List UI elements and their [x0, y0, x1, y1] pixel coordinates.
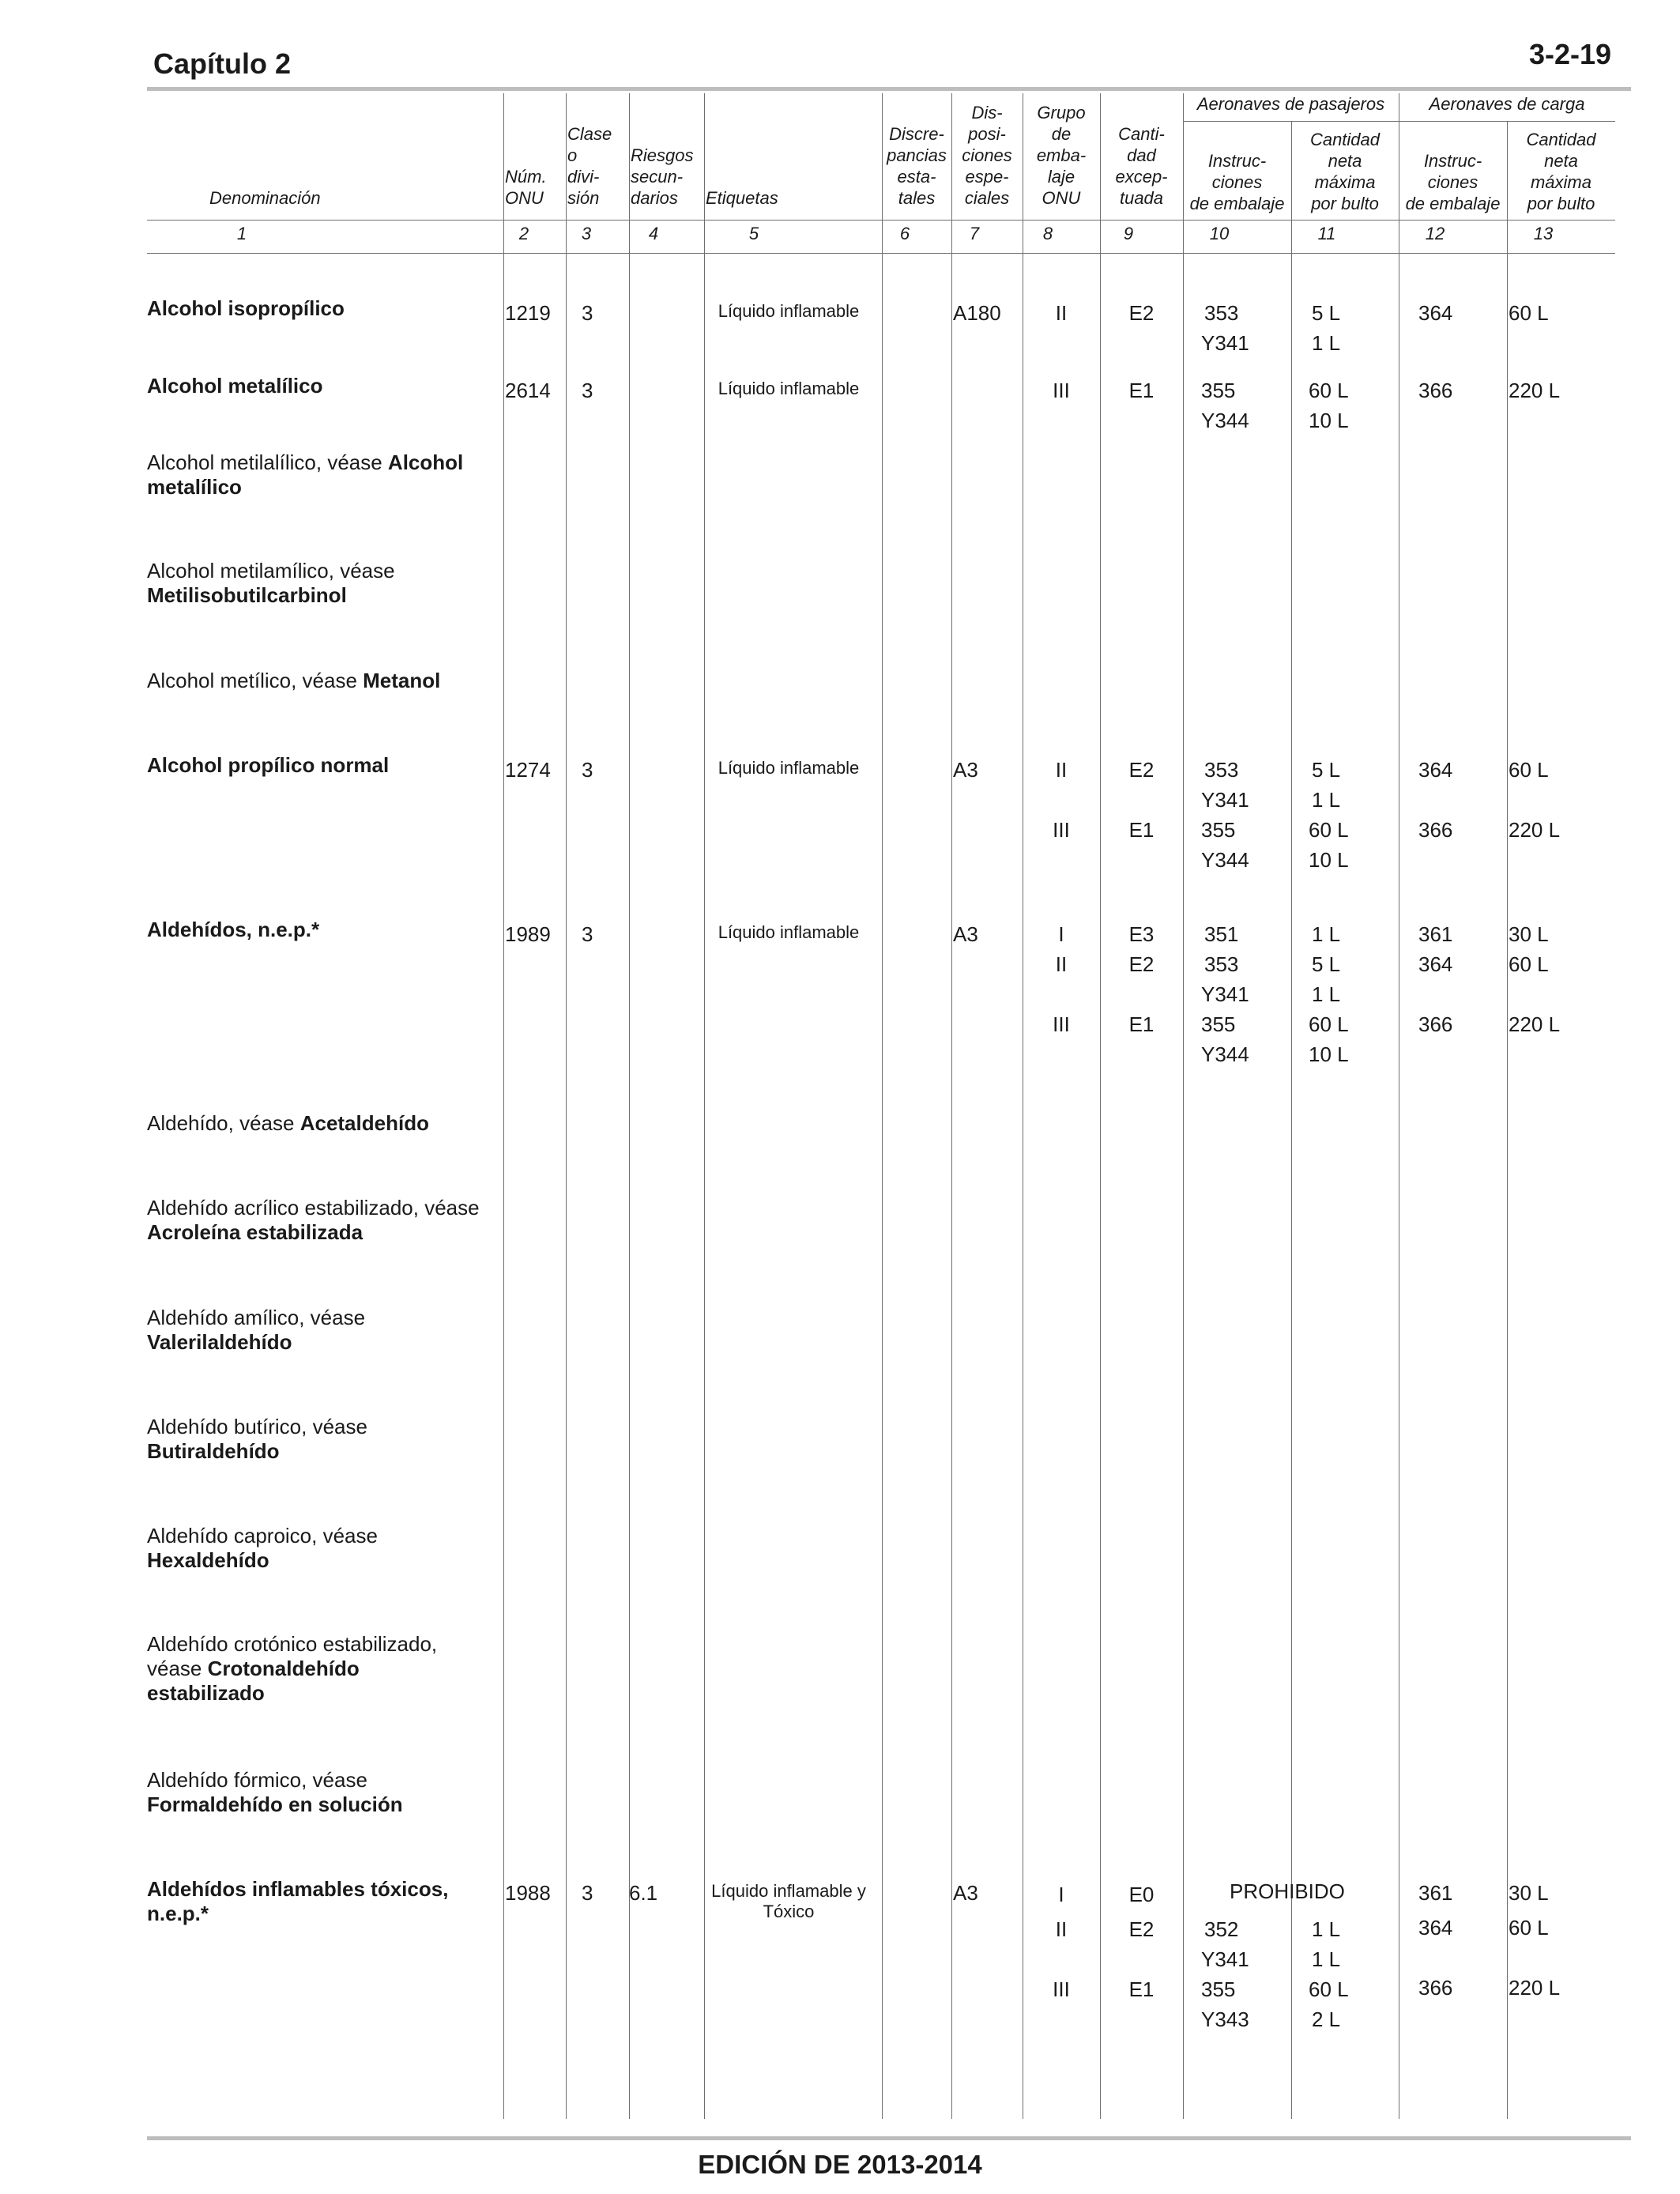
- col-header-discrepancias: Discre- pancias esta- tales: [887, 124, 947, 208]
- cargo-packing-instruction: 366: [1418, 379, 1453, 402]
- pax-packing-instruction: 353 Y341: [1201, 301, 1249, 355]
- cargo-packing-instruction: 364: [1418, 301, 1453, 325]
- packing-group: I II III: [1053, 1883, 1070, 2001]
- col-header-clase: Clase o divi- sión: [567, 124, 612, 208]
- col-number: 10: [1209, 224, 1230, 243]
- col-header-etiquetas: Etiquetas: [706, 188, 778, 208]
- col-number: 6: [899, 224, 910, 243]
- prohibited-notice: PROHIBIDO: [1230, 1879, 1345, 1903]
- col-header-disposiciones: Dis- posi- ciones espe- ciales: [962, 103, 1012, 208]
- hazard-label: Líquido inflamable y Tóxico: [711, 1881, 866, 1921]
- pax-max-quantity: 1 L 1 L 60 L 2 L: [1309, 1917, 1349, 2031]
- col-divider: [566, 93, 567, 2119]
- cargo-max-quantity: 60 L: [1509, 301, 1549, 325]
- col-divider: [1183, 93, 1184, 2119]
- cross-reference: Aldehído butírico, véase Butiraldehído: [147, 1415, 367, 1463]
- un-number: 1219: [505, 301, 551, 325]
- col-header-grupo: Grupo de emba- laje ONU: [1036, 103, 1087, 208]
- excepted-quantity: E2 E1: [1128, 758, 1155, 842]
- class-division: 3: [582, 1881, 593, 1905]
- bottom-rule: [147, 2136, 1631, 2140]
- cargo-max-quantity: 30 L 60 L 220 L: [1509, 1881, 1561, 2000]
- entry-name: Alcohol metalílico: [147, 374, 323, 398]
- subsidiary-risk: 6.1: [629, 1881, 658, 1905]
- col-number: 13: [1533, 224, 1554, 243]
- excepted-quantity: E2: [1128, 301, 1155, 325]
- special-provision: A3: [953, 1881, 978, 1905]
- pax-max-quantity: 5 L 1 L: [1312, 301, 1341, 355]
- special-provision: A3: [953, 758, 978, 782]
- cross-reference: Aldehído crotónico estabilizado, véase Crotonaldehído estabilizado: [147, 1632, 438, 1705]
- col-number: 5: [748, 224, 759, 243]
- excepted-quantity: E0 E2 E1: [1128, 1883, 1155, 2001]
- col-divider: [503, 93, 504, 2119]
- page-header: [0, 0, 1680, 95]
- cross-reference: Aldehído, véase Acetaldehído: [147, 1111, 429, 1135]
- packing-group: II III: [1053, 758, 1070, 842]
- special-provision: A180: [953, 301, 1001, 325]
- cross-reference: Aldehído fórmico, véase Formaldehído en solución: [147, 1768, 403, 1816]
- pax-max-quantity: 5 L 1 L 60 L 10 L: [1309, 758, 1349, 872]
- hazard-label: Líquido inflamable: [718, 758, 860, 778]
- col-number: 3: [581, 224, 592, 243]
- col-header-denominacion: Denominación: [209, 188, 321, 208]
- hazard-label: Líquido inflamable: [718, 379, 860, 398]
- hazard-label: Líquido inflamable: [718, 922, 860, 942]
- col-number: 7: [969, 224, 980, 243]
- pax-packing-instruction: 351 353 Y341 355 Y344: [1201, 922, 1249, 1066]
- edition-footer: EDICIÓN DE 2013-2014: [698, 2150, 982, 2179]
- entry-name: Aldehídos, n.e.p.*: [147, 918, 320, 941]
- cross-reference: Alcohol metílico, véase Metanol: [147, 669, 441, 692]
- col-header-pax-cantidad: Cantidad neta máxima por bulto: [1309, 130, 1381, 213]
- col-number: 1: [236, 224, 247, 243]
- group-header-passenger: Aeronaves de pasajeros: [1196, 94, 1385, 114]
- header-bottom-line: [147, 220, 1615, 221]
- hazard-label: Líquido inflamable: [718, 301, 860, 321]
- col-number: 11: [1317, 224, 1336, 243]
- cross-reference: Alcohol metilamílico, véase Metilisobutilcarbinol: [147, 559, 395, 607]
- packing-group: III: [1053, 379, 1070, 402]
- col-header-cargo-cantidad: Cantidad neta máxima por bulto: [1526, 130, 1596, 213]
- entry-name: Alcohol isopropílico: [147, 296, 345, 320]
- col-number: 12: [1425, 224, 1445, 243]
- col-number: 8: [1042, 224, 1053, 243]
- cross-reference: Alcohol metilalílico, véase Alcohol metalílico: [147, 450, 464, 499]
- col-divider: [882, 93, 883, 2119]
- col-header-cantidad-exceptuada: Canti- dad excep- tuada: [1115, 124, 1168, 208]
- class-division: 3: [582, 379, 593, 402]
- col-divider: [629, 93, 630, 2119]
- page-number: 3-2-19: [1529, 38, 1612, 70]
- col-number: 9: [1123, 224, 1134, 243]
- un-number: 1989: [505, 922, 551, 946]
- excepted-quantity: E3 E2 E1: [1128, 922, 1155, 1036]
- class-division: 3: [582, 922, 593, 946]
- chapter-title: Capítulo 2: [153, 47, 292, 80]
- pax-packing-instruction: 355 Y344: [1201, 379, 1249, 432]
- col-header-riesgos: Riesgos secun- darios: [631, 145, 694, 208]
- pax-packing-instruction: 352 Y341 355 Y343: [1201, 1917, 1249, 2031]
- cross-reference: Aldehído amílico, véase Valerilaldehído: [147, 1306, 366, 1354]
- packing-group: II: [1055, 301, 1068, 325]
- colnum-bottom-line: [147, 253, 1615, 254]
- pax-packing-instruction: 353 Y341 355 Y344: [1201, 758, 1249, 872]
- cargo-packing-instruction: 361 364 366: [1418, 922, 1453, 1036]
- col-header-num-onu: Núm. ONU: [505, 167, 547, 208]
- un-number: 1988: [505, 1881, 551, 1905]
- pax-max-quantity: 60 L 10 L: [1309, 379, 1349, 432]
- cargo-packing-instruction: 364 366: [1418, 758, 1453, 842]
- entry-name: Aldehídos inflamables tóxicos, n.e.p.*: [147, 1877, 449, 1925]
- cross-reference: Aldehído caproico, véase Hexaldehído: [147, 1524, 378, 1572]
- cargo-packing-instruction: 361 364 366: [1418, 1881, 1453, 2000]
- col-header-cargo-instrucciones: Instruc- ciones de embalaje: [1405, 151, 1501, 213]
- special-provision: A3: [953, 922, 978, 946]
- col-header-pax-instrucciones: Instruc- ciones de embalaje: [1189, 151, 1285, 213]
- col-divider: [951, 93, 952, 2119]
- col-number: 4: [648, 224, 659, 243]
- excepted-quantity: E1: [1128, 379, 1155, 402]
- col-divider: [1291, 121, 1292, 2119]
- packing-group: I II III: [1053, 922, 1070, 1036]
- class-division: 3: [582, 301, 593, 325]
- un-number: 1274: [505, 758, 551, 782]
- col-number: 2: [518, 224, 529, 243]
- pax-max-quantity: 1 L 5 L 1 L 60 L 10 L: [1309, 922, 1349, 1066]
- cargo-max-quantity: 30 L 60 L 220 L: [1509, 922, 1561, 1036]
- class-division: 3: [582, 758, 593, 782]
- un-number: 2614: [505, 379, 551, 402]
- group-header-cargo: Aeronaves de carga: [1429, 94, 1585, 114]
- cargo-max-quantity: 60 L 220 L: [1509, 758, 1561, 842]
- top-rule: [147, 87, 1631, 91]
- cross-reference: Aldehído acrílico estabilizado, véase Acroleína estabilizada: [147, 1196, 480, 1244]
- entry-name: Alcohol propílico normal: [147, 753, 390, 777]
- col-divider: [1507, 121, 1508, 2119]
- cargo-max-quantity: 220 L: [1509, 379, 1561, 402]
